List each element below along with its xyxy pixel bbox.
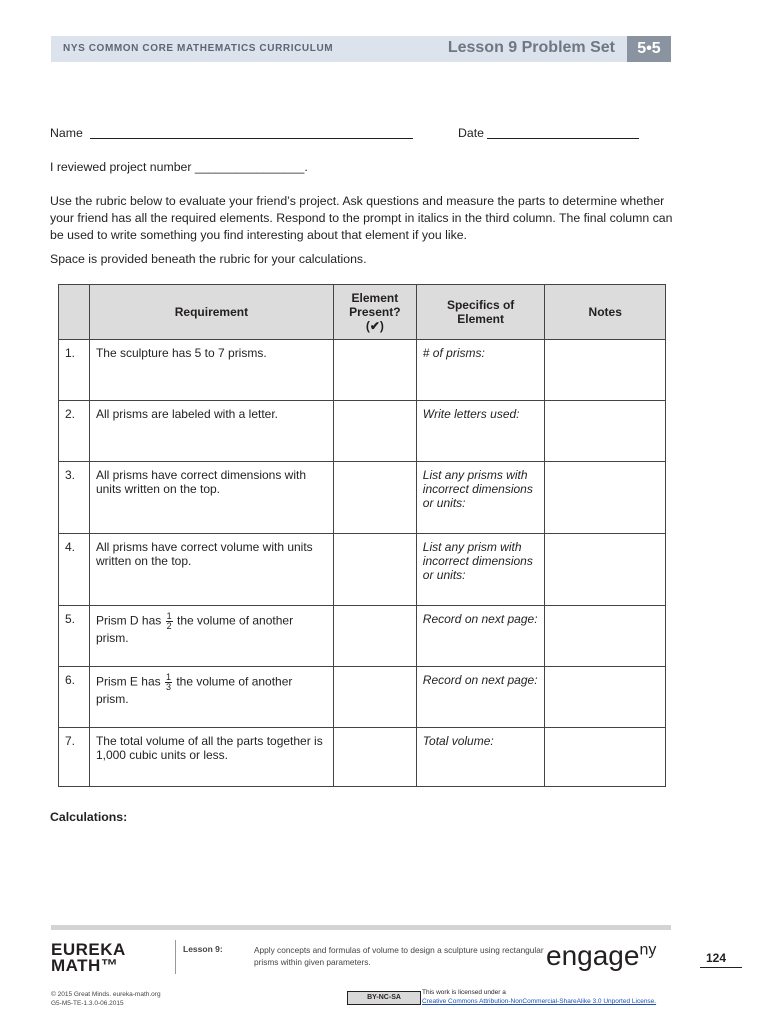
instructions: Use the rubric below to evaluate your friend’s project. Ask questions and measure the parts to determine whether your friend has all the required elements. Respond to the prompt in italics in the third column. The final column can be used to write something you find interesting about that element if you like. — [50, 194, 673, 242]
specifics-cell[interactable]: List any prism with incorrect dimensions or units: — [416, 534, 545, 606]
checkmark-label: (✔) — [365, 319, 384, 333]
requirement-cell: All prisms have correct dimensions with units written on the top. — [89, 462, 333, 534]
fraction-numerator: 1 — [165, 672, 171, 682]
header-requirement: Requirement — [89, 285, 333, 340]
fraction — [165, 673, 172, 692]
footer-lesson-description: Apply concepts and formulas of volume to design a sculpture using rectangular prisms within given parameters. — [254, 945, 544, 967]
table-header-row — [59, 285, 666, 340]
engageny-logo — [546, 940, 656, 972]
specifics-cell[interactable]: Total volume: — [416, 728, 545, 787]
footer-vertical-divider — [175, 940, 176, 974]
date-label: Date — [458, 126, 484, 140]
table-row — [59, 667, 666, 728]
notes-cell[interactable] — [545, 340, 666, 401]
element-present-cell[interactable] — [333, 340, 416, 401]
page-number: 124 — [706, 951, 727, 965]
rubric-table — [58, 284, 666, 787]
specifics-cell[interactable]: Record on next page: — [416, 606, 545, 667]
table-row — [59, 534, 666, 606]
table-row — [59, 401, 666, 462]
requirement-cell: The total volume of all the parts together is 1,000 cubic units or less. — [89, 728, 333, 787]
eureka-math-logo — [51, 942, 126, 974]
specifics-cell[interactable]: Write letters used: — [416, 401, 545, 462]
requirement-text-end: the volume of another prism. — [95, 613, 294, 645]
space-note: Space is provided beneath the rubric for your calculations. — [50, 252, 367, 266]
row-number: 1. — [59, 340, 90, 401]
specifics-cell[interactable]: Record on next page: — [416, 667, 545, 728]
lesson-title: Lesson 9 Problem Set — [447, 39, 615, 56]
footer-divider-bar — [51, 925, 671, 930]
footer-lesson-label: Lesson 9: — [183, 944, 223, 954]
notes-cell[interactable] — [545, 606, 666, 667]
row-number: 3. — [59, 462, 90, 534]
element-present-cell[interactable] — [333, 728, 416, 787]
notes-cell[interactable] — [545, 728, 666, 787]
requirement-cell — [89, 667, 333, 728]
specifics-cell[interactable]: # of prisms: — [416, 340, 545, 401]
requirement-cell: All prisms have correct volume with units written on the top. — [89, 534, 333, 606]
row-number: 4. — [59, 534, 90, 606]
curriculum-title: NYS COMMON CORE MATHEMATICS CURRICULUM — [63, 43, 334, 54]
header-number — [59, 285, 90, 340]
requirement-text-start: Prism E has — [95, 674, 161, 689]
logo-line-2: MATH™ — [51, 956, 119, 975]
copyright-line-1: © 2015 Great Minds. eureka-math.org — [51, 991, 161, 998]
element-present-cell[interactable] — [333, 606, 416, 667]
row-number: 6. — [59, 667, 90, 728]
header-banner — [51, 36, 671, 62]
element-present-label: Element Present? — [349, 291, 401, 319]
fraction — [166, 612, 173, 631]
ny-text: ny — [639, 941, 657, 959]
creative-commons-badge: BY-NC-SA — [347, 991, 421, 1005]
page-number-underline — [700, 967, 742, 968]
name-field[interactable] — [90, 138, 413, 139]
copyright — [51, 990, 161, 1008]
element-present-cell[interactable] — [333, 667, 416, 728]
notes-cell[interactable] — [545, 401, 666, 462]
name-label: Name — [50, 126, 83, 140]
fraction-numerator: 1 — [166, 611, 172, 621]
calculations-label: Calculations: — [50, 810, 128, 824]
element-present-cell[interactable] — [333, 534, 416, 606]
header-element-present — [333, 285, 416, 340]
header-specifics: Specifics of Element — [416, 285, 545, 340]
notes-cell[interactable] — [545, 667, 666, 728]
engage-text: engage — [546, 940, 640, 971]
license-link[interactable]: Creative Commons Attribution-NonCommercial-ShareAlike 3.0 Unported License. — [422, 998, 657, 1005]
table-row — [59, 340, 666, 401]
copyright-line-2: G5-M5-TE-1.3.0-06.2015 — [51, 1000, 124, 1007]
notes-cell[interactable] — [545, 534, 666, 606]
header-notes: Notes — [545, 285, 666, 340]
notes-cell[interactable] — [545, 462, 666, 534]
row-number: 2. — [59, 401, 90, 462]
date-field[interactable] — [487, 138, 639, 139]
fraction-denominator: 2 — [166, 621, 172, 631]
table-row — [59, 462, 666, 534]
requirement-cell: All prisms are labeled with a letter. — [89, 401, 333, 462]
element-present-cell[interactable] — [333, 401, 416, 462]
fraction-denominator: 3 — [165, 682, 171, 692]
grade-module-badge: 5•5 — [627, 36, 671, 62]
requirement-text-end: the volume of another prism. — [95, 674, 293, 706]
license-text — [422, 988, 656, 1006]
specifics-cell[interactable]: List any prisms with incorrect dimensions or units: — [416, 462, 545, 534]
row-number: 7. — [59, 728, 90, 787]
element-present-cell[interactable] — [333, 462, 416, 534]
row-number: 5. — [59, 606, 90, 667]
table-row — [59, 728, 666, 787]
requirement-text-start: Prism D has — [95, 613, 162, 628]
reviewed-project-line: I reviewed project number ________________. — [50, 160, 308, 174]
logo-line-1: EUREKA — [51, 940, 126, 959]
requirement-cell — [89, 606, 333, 667]
requirement-cell: The sculpture has 5 to 7 prisms. — [89, 340, 333, 401]
table-row — [59, 606, 666, 667]
license-line-1: This work is licensed under a — [422, 989, 506, 996]
